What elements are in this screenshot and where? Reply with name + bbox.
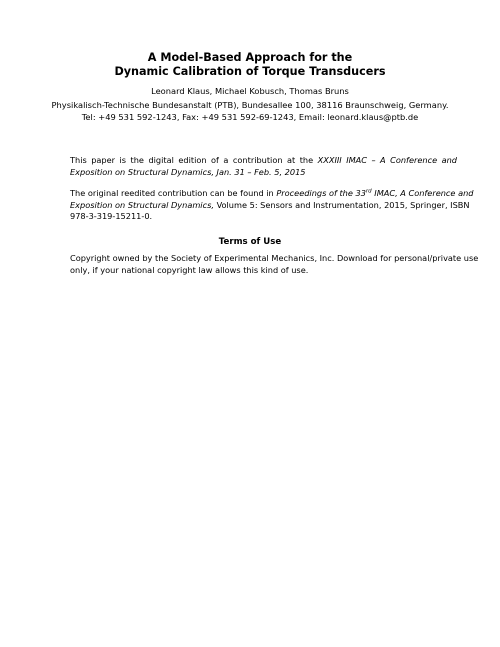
terms-text bbox=[70, 253, 479, 276]
original-note-volume: Volume 5: Sensors and Instrumentation, 2015, Springer, ISBN bbox=[216, 199, 470, 210]
paper-title bbox=[0, 51, 500, 79]
title-line-2: Dynamic Calibration of Torque Transducers bbox=[114, 65, 386, 78]
original-note-isbn: 978-3-319-15211-0. bbox=[70, 211, 153, 221]
edition-note bbox=[70, 155, 457, 178]
affiliation bbox=[0, 99, 500, 123]
original-note-exposition: Exposition on Structural Dynamics, bbox=[70, 199, 214, 210]
affiliation-address: Physikalisch-Technische Bundesanstalt (PTB), Bundesallee 100, 38116 Braunschweig, Germany. bbox=[51, 100, 449, 110]
ordinal-superscript: rd bbox=[365, 188, 372, 195]
affiliation-contact: Tel: +49 531 592-1243, Fax: +49 531 592-69-1243, Email: leonard.klaus@ptb.de bbox=[81, 112, 419, 122]
edition-note-prefix: This paper is the digital edition of a contribution at the bbox=[70, 155, 314, 165]
original-note-line-2 bbox=[70, 199, 470, 212]
original-note-line-1 bbox=[70, 188, 474, 200]
terms-line-1: Copyright owned by the Society of Experimental Mechanics, Inc. Download for personal/private use bbox=[70, 253, 479, 263]
edition-note-line-1 bbox=[70, 155, 457, 167]
terms-heading: Terms of Use bbox=[218, 237, 282, 247]
proceedings-text-cont: IMAC, A Conference and bbox=[374, 188, 474, 198]
original-note-prefix: The original reedited contribution can be found in bbox=[70, 188, 274, 198]
original-note bbox=[70, 188, 474, 223]
edition-note-conference: XXXIII IMAC – A Conference and bbox=[317, 155, 457, 165]
proceedings-text: Proceedings of the 33 bbox=[276, 188, 366, 198]
edition-note-conference-cont: Exposition on Structural Dynamics, Jan. 31 – Feb. 5, 2015 bbox=[70, 166, 306, 177]
title-line-1: A Model-Based Approach for the bbox=[147, 51, 353, 64]
original-note-proceedings bbox=[276, 188, 473, 198]
edition-note-line-2 bbox=[70, 167, 457, 179]
author-list: Leonard Klaus, Michael Kobusch, Thomas Bruns bbox=[151, 86, 349, 96]
terms-line-2: only, if your national copyright law allows this kind of use. bbox=[70, 264, 309, 275]
